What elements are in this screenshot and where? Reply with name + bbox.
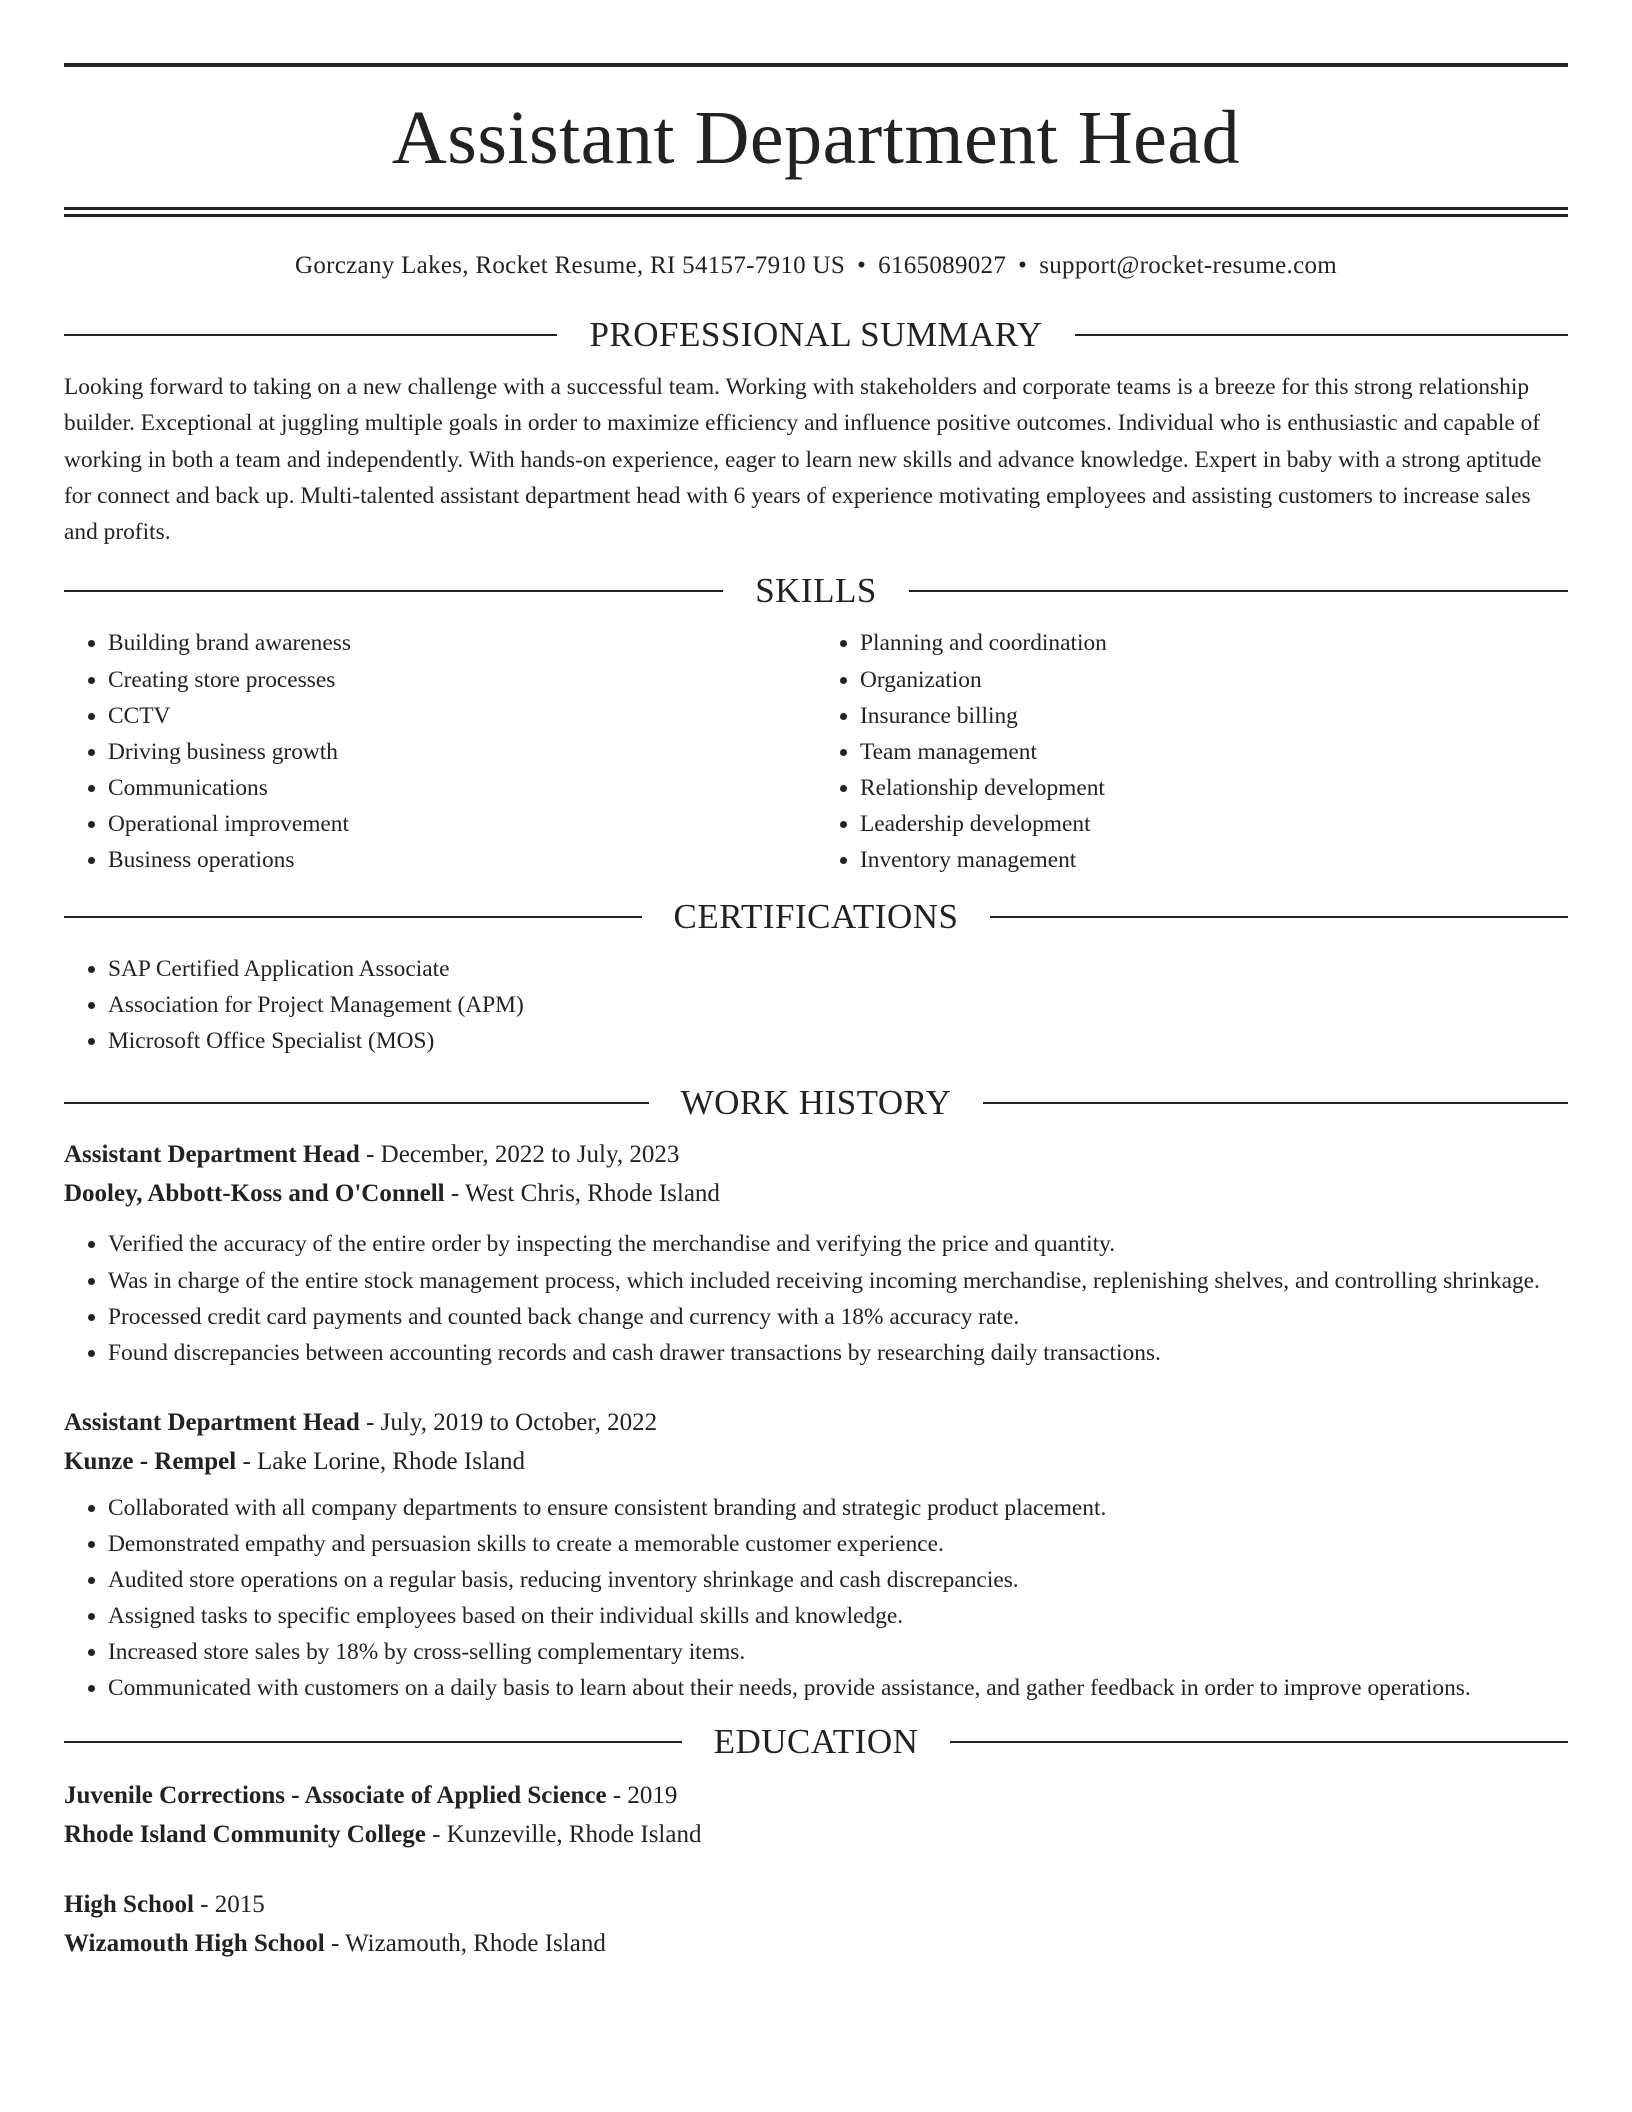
education-degree-line [64,1885,1568,1924]
contact-address: Gorczany Lakes, Rocket Resume, RI 54157-7910 US [294,252,846,279]
section-heading-work-history [64,1083,1568,1123]
skill-item: • Building brand awareness [108,625,816,661]
job-bullet: • Increased store sales by 18% by cross-selling complementary items. [108,1634,1568,1670]
skill-item: • Business operations [108,842,816,878]
job-entry [64,1135,1568,1370]
job-title: Assistant Department Head [64,1141,360,1169]
job-bullet: • Assigned tasks to specific employees based on their individual skills and knowledge. [108,1598,1568,1634]
heading-rule [1075,334,1568,336]
skill-item: • Insurance billing [860,698,1568,734]
contact-email: support@rocket-resume.com [1039,252,1338,279]
education-year: - 2019 [606,1782,678,1810]
skill-item: • Driving business growth [108,734,816,770]
contact-line [64,251,1568,281]
education-entry [64,1885,1568,1963]
contact-phone: 6165089027 [878,252,1007,279]
job-entry [64,1403,1568,1707]
certification-item: • SAP Certified Application Associate [108,951,1568,987]
education-school-line [64,1815,1568,1854]
heading-rule [64,334,557,336]
job-company: Kunze - Rempel [64,1447,237,1475]
job-dates: - December, 2022 to July, 2023 [359,1141,680,1169]
skills-list [64,625,1568,878]
job-location: - Lake Lorine, Rhode Island [236,1447,525,1475]
skill-item: • Leadership development [860,806,1568,842]
job-bullet: • Found discrepancies between accounting records and cash drawer transactions by researching daily transactions. [108,1335,1568,1371]
education-entry [64,1776,1568,1854]
education-degree-line [64,1776,1568,1815]
education-location: - Wizamouth, Rhode Island [324,1930,606,1958]
heading-rule [64,590,723,592]
section-heading-summary [64,315,1568,355]
skill-item: • Team management [860,734,1568,770]
job-bullet: • Collaborated with all company departments to ensure consistent branding and strategic product placement. [108,1490,1568,1526]
contact-separator: • [857,252,867,279]
education-school: Wizamouth High School [64,1930,325,1958]
job-bullet: • Demonstrated empathy and persuasion skills to create a memorable customer experience. [108,1526,1568,1562]
job-title-line [64,1403,1568,1442]
skill-item: • Organization [860,662,1568,698]
heading-rule [64,1102,649,1104]
resume-title: Assistant Department Head [391,96,1241,180]
skills-column-right [816,625,1568,878]
section-heading-label: EDUCATION [713,1722,919,1762]
job-bullet: • Audited store operations on a regular basis, reducing inventory shrinkage and cash discrepancies. [108,1562,1568,1598]
section-heading-label: WORK HISTORY [680,1083,952,1123]
skill-item: • Relationship development [860,770,1568,806]
education-year: - 2015 [193,1891,265,1919]
section-heading-label: CERTIFICATIONS [673,897,959,937]
skill-item: • Creating store processes [108,662,816,698]
job-bullet: • Communicated with customers on a daily basis to learn about their needs, provide assistance, and gather feedback in order to improve operations. [108,1670,1568,1706]
section-heading-label: PROFESSIONAL SUMMARY [589,315,1043,354]
heading-rule [909,590,1568,592]
certification-item: • Association for Project Management (APM) [108,987,1568,1023]
job-company-line [64,1174,1568,1213]
job-company-line [64,1442,1568,1481]
education-degree: High School [64,1891,194,1919]
education-school-line [64,1924,1568,1963]
certification-item: • Microsoft Office Specialist (MOS) [108,1023,1568,1059]
certifications-list [64,951,1568,1059]
contact-separator: • [1018,252,1028,279]
job-title-line [64,1135,1568,1174]
heading-rule [64,1741,682,1743]
skill-item: • Operational improvement [108,806,816,842]
job-bullet: • Was in charge of the entire stock management process, which included receiving incoming merchandise, replenishing shelves, and controlling shrinkage. [108,1263,1568,1299]
section-heading-skills [64,571,1568,611]
skill-item: • Inventory management [860,842,1568,878]
job-dates: - July, 2019 to October, 2022 [359,1408,658,1436]
job-bullets [64,1490,1568,1707]
skill-item: • Communications [108,770,816,806]
job-company: Dooley, Abbott-Koss and O'Connell [64,1180,445,1208]
section-heading-certifications [64,897,1568,937]
education-location: - Kunzeville, Rhode Island [425,1821,702,1849]
job-bullet: • Verified the accuracy of the entire order by inspecting the merchandise and verifying the price and quantity. [108,1226,1568,1262]
job-bullet: • Processed credit card payments and counted back change and currency with a 18% accuracy rate. [108,1299,1568,1335]
title-double-rule [64,207,1568,217]
education-degree: Juvenile Corrections - Associate of Applied Science [64,1782,607,1810]
resume-page [64,0,1568,1963]
job-location: - West Chris, Rhode Island [444,1180,720,1208]
heading-rule [990,916,1568,918]
heading-rule [64,916,642,918]
skill-item: • Planning and coordination [860,625,1568,661]
heading-rule [983,1102,1568,1104]
summary-text: Looking forward to taking on a new challenge with a successful team. Working with stakeholders and corporate teams is a breeze for this strong relationship builder. Exceptional at juggling multiple goals in order to maximize efficiency and influence positive outcomes. Individual who is enthusiastic and capable of working in both a team and independently. With hands-on experience, eager to learn new skills and advance knowledge. Expert in baby with a strong aptitude for connect and back up. Multi-talented assistant department head with 6 years of experience motivating employees and assisting customers to increase sales and profits. [64,374,1542,546]
top-rule [64,63,1568,67]
job-bullets [64,1226,1568,1370]
skills-column-left [64,625,816,878]
heading-rule [950,1741,1568,1743]
education-school: Rhode Island Community College [64,1821,426,1849]
section-heading-education [64,1722,1568,1762]
section-heading-label: SKILLS [755,571,877,611]
job-title: Assistant Department Head [64,1408,360,1436]
skill-item: • CCTV [108,698,816,734]
